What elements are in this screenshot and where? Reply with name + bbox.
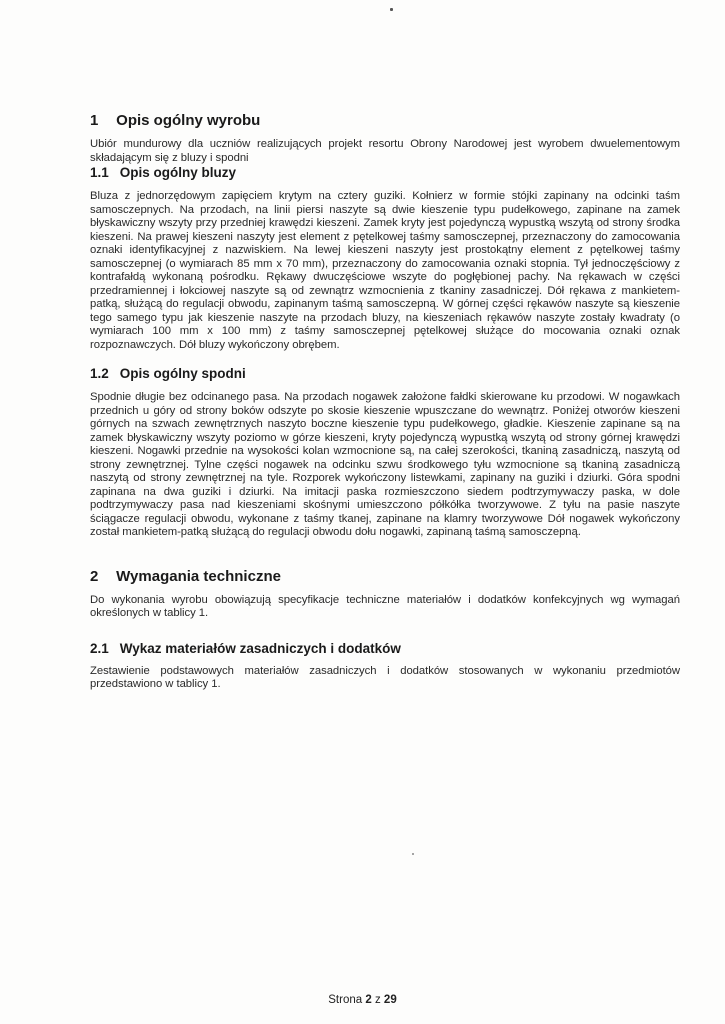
section-title: Opis ogólny spodni [119,366,246,381]
section-heading-2 [90,568,680,586]
page-content [90,112,680,692]
scan-speck [412,853,414,855]
section-number: 2.1 [90,640,109,656]
section-heading-1-2 [90,366,680,382]
section-paragraph-1-2: Spodnie długie bez odcinanego pasa. Na przodach nogawek założone fałdki skierowane ku przodowi. W nogawkach przednich u góry od strony boków odszyte po skosie kieszenie wpuszczane do wewnątrz. Poniżej otworów kieszeni górnych na szwach zewnętrznych naszyto boczne kieszenie typu pudełkowego, gładkie. Kieszenie zapinane są na zamek błyskawiczny wszyty poziomo w górze kieszeni, kryty pojedynczą wypustką wszytą od strony górnej krawędzi kieszeni. Nogawki przednie na wysokości kolan wzmocnione są, na całej szerokości, tkaniną zasadniczą, naszytą od strony zewnętrznej. Tylne części nogawek na odcinku szwu środkowego tyłu wzmocnione są tkaniną zasadniczą naszytą od strony zewnętrznej na tyle. Rozporek wykończony listewkami, zapinany na guziki i dziurki. Góra spodni zapinana na dwa guziki i dziurki. Na imitacji paska rozmieszczono siedem podtrzymywaczy paska, w dole podtrzymywaczy pasa nad kieszeniami skośnymi umieszczono półkółka tworzywowe. Z tyłu na pasie naszyte ściągacze regulacji obwodu, wykonane z taśmy tkanej, zapinane na klamry tworzywowe Dół nogawek wykończony został mankietem-patką służącą do regulacji obwodu dołu nogawki, zapinaną taśmą samosczepną. [90,391,680,538]
footer-current-page: 2 [365,994,372,1006]
section-paragraph-2-1: Zestawienie podstawowych materiałów zasadniczych i dodatków stosowanych w wykonaniu przedmiotów przedstawiono w tablicy 1. [90,664,680,690]
section-number: 1.2 [90,366,109,381]
section-number: 1 [90,112,99,129]
section-paragraph-1: Ubiór mundurowy dla uczniów realizujących projekt resortu Obrony Narodowej jest wyrobem dwuelementowym składającym się z bluzy i spodni [90,138,680,164]
section-title: Opis ogólny wyrobu [116,112,261,129]
section-title: Wymagania techniczne [116,567,281,585]
footer-prefix: Strona [328,994,363,1006]
section-paragraph-1-1: Bluza z jednorzędowym zapięciem krytym na cztery guziki. Kołnierz w formie stójki zapinany na odcinki taśm samosczepnych. Na przodach, na linii piersi naszyte są dwie kieszenie typu pudełkowego, zapinane na zamek błyskawiczny wszyty przy przedniej krawędzi kieszeni. Zamek kryty jest pojedynczą wypustką wszytą od strony środka kieszeni. Na prawej kieszeni naszyty jest element z pętelkowej taśmy samosczepnej, przeznaczony do zamocowania oznaki identyfikacyjnej z nazwiskiem. Na lewej kieszeni naszyty jest prostokątny element z pętelkowej taśmy samosczepnej (o wymiarach 85 mm x 70 mm), przeznaczony do zamocowania oznaki stopnia. Tył jednoczęściowy z kontrafałdą wykonaną pośrodku. Rękawy dwuczęściowe wszyte do pogłębionej pachy. Na rękawach w części przedramiennej i łokciowej naszyte są od zewnątrz wzmocnienia z tkaniny zasadniczej. Dół rękawa z mankietem-patką, służącą do regulacji obwodu, zapinanym taśmą samosczepną. W górnej części rękawów naszyte są kieszenie tego samego typu jak kieszenie naszyte na przodach bluzy, na kieszeniach rękawów naszyte zostały kwadraty (o wymiarach 100 mm x 100 mm) z taśmy samosczepnej pętelkowej służące do mocowania oznaki oznak rozpoznawczych. Dół bluzy wykończony obrębem. [90,190,680,351]
section-number: 1.1 [90,165,109,180]
section-heading-1-1 [90,165,680,181]
scan-speck [390,8,393,11]
section-title: Opis ogólny bluzy [119,165,237,180]
section-heading-2-1 [90,641,680,657]
page-footer [0,994,725,1006]
section-title: Wykaz materiałów zasadniczych i dodatków [119,640,401,656]
section-paragraph-2: Do wykonania wyrobu obowiązują specyfikacje techniczne materiałów i dodatków konfekcyjnych wg wymagań określonych w tablicy 1. [90,593,680,619]
section-number: 2 [90,567,99,585]
footer-total-pages: 29 [383,994,397,1006]
footer-separator: z [374,994,381,1006]
section-heading-1 [90,112,680,130]
